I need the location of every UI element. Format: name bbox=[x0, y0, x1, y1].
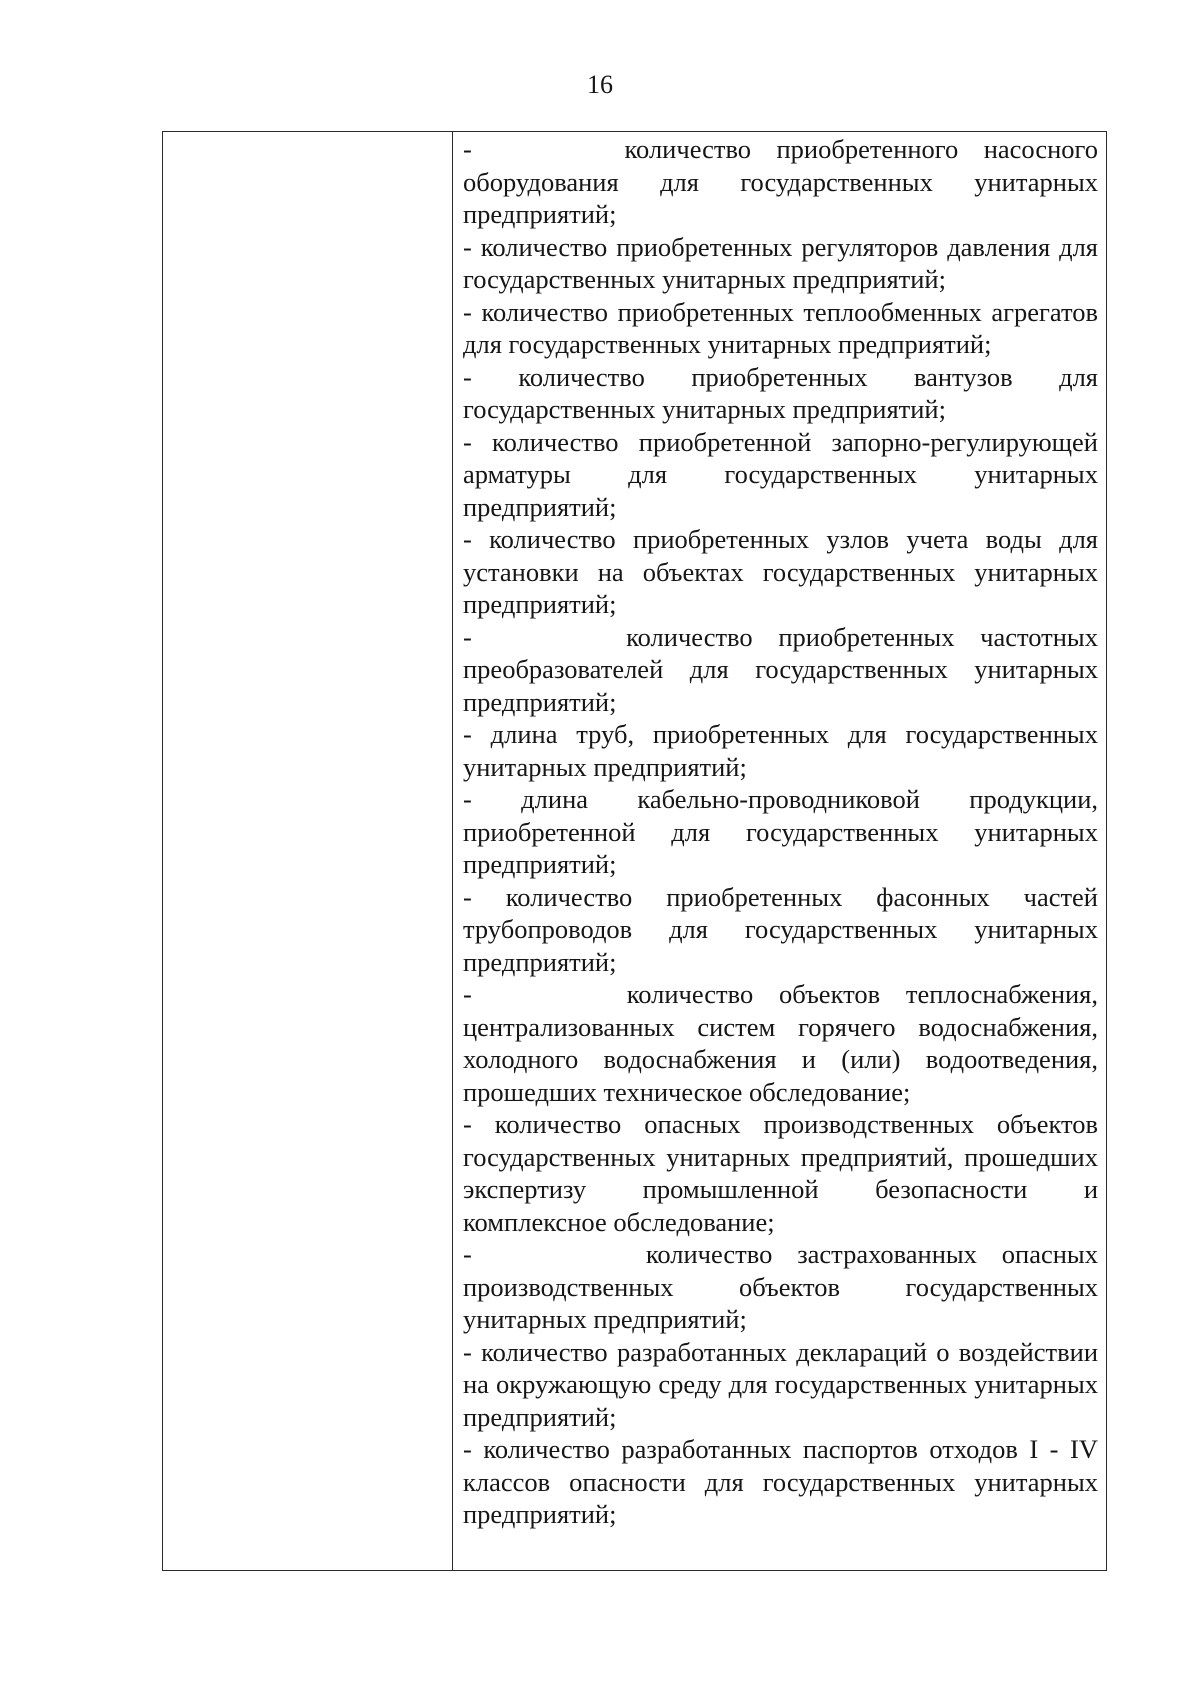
indicator-item: - количество разработанных деклараций о воздействии на окружающую среду для государственных унитарных предприятий; bbox=[463, 1336, 1098, 1432]
indicator-item: - длина кабельно-проводниковой продукции, приобретенной для государственных унитарных предприятий; bbox=[463, 784, 1098, 879]
indicator-item: - количество приобретенных частотных преобразователей для государственных унитарных предприятий; bbox=[463, 621, 1098, 717]
indicators-table bbox=[162, 131, 1107, 1571]
indicator-item: - количество приобретенных теплообменных агрегатов для государственных унитарных предприятий; bbox=[463, 296, 1098, 359]
indicator-item: - количество приобретенного насосного оборудования для государственных унитарных предприятий; bbox=[463, 134, 1098, 229]
indicator-item: - количество застрахованных опасных производственных объектов государственных унитарных предприятий; bbox=[463, 1239, 1098, 1334]
indicator-item: - количество приобретенных регуляторов давления для государственных унитарных предприятий; bbox=[463, 231, 1098, 294]
indicator-item: - количество объектов теплоснабжения, централизованных систем горячего водоснабжения, холодного водоснабжения и (или) водоотведения, прошедших техническое обследование; bbox=[463, 979, 1098, 1107]
table-right-cell bbox=[453, 132, 1106, 1570]
page-number: 16 bbox=[587, 70, 613, 99]
indicator-item: - длина труб, приобретенных для государственных унитарных предприятий; bbox=[463, 719, 1098, 782]
indicator-item: - количество приобретенных фасонных частей трубопроводов для государственных унитарных предприятий; bbox=[463, 881, 1098, 977]
indicator-item: - количество опасных производственных объектов государственных унитарных предприятий, прошедших экспертизу промышленной безопасности и комплексное обследование; bbox=[463, 1109, 1098, 1237]
indicator-item: - количество приобретенных узлов учета воды для установки на объектах государственных унитарных предприятий; bbox=[463, 524, 1098, 619]
indicator-item: - количество приобретенной запорно-регулирующей арматуры для государственных унитарных предприятий; bbox=[463, 426, 1098, 522]
indicator-item: - количество разработанных паспортов отходов I - IV классов опасности для государственных унитарных предприятий; bbox=[463, 1434, 1098, 1529]
table-left-cell bbox=[163, 132, 453, 1570]
indicator-item: - количество приобретенных вантузов для государственных унитарных предприятий; bbox=[463, 361, 1098, 424]
